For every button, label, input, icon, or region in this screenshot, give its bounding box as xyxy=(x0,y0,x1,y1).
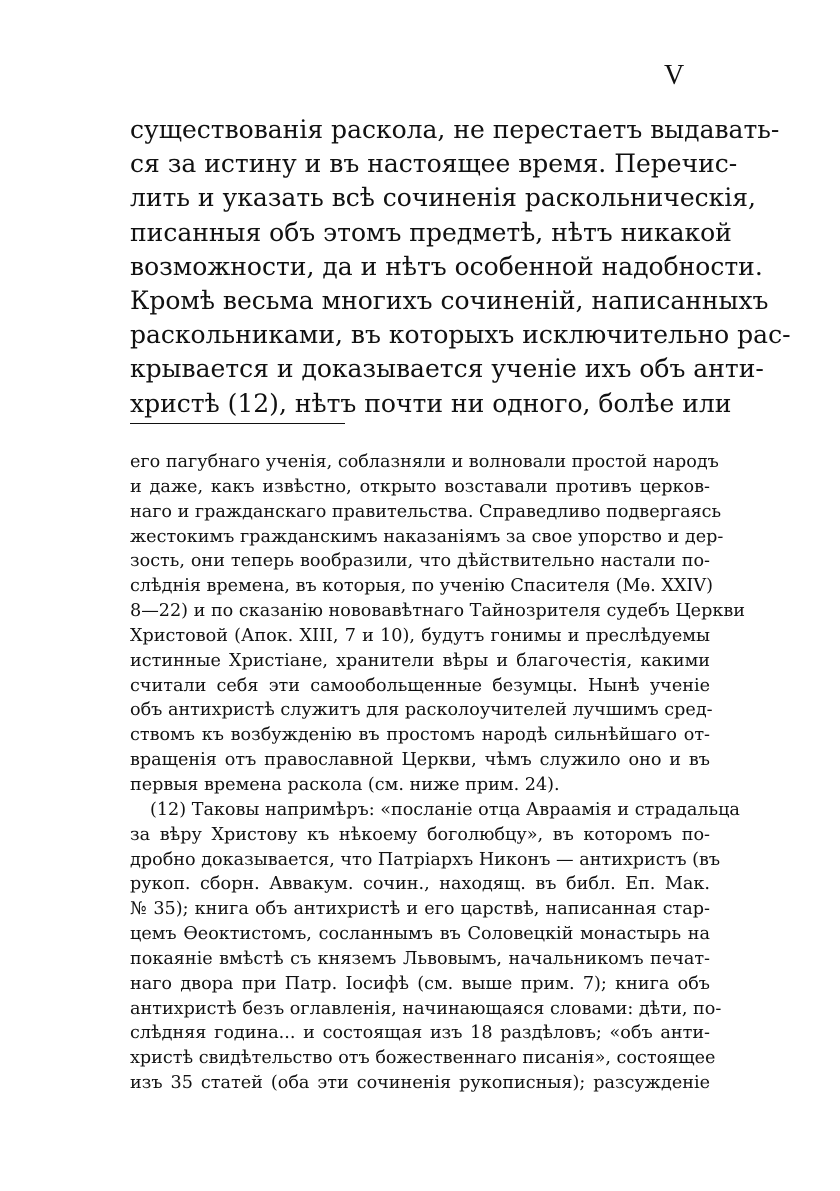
footnote-line: первыя времена раскола (см. ниже прим. 24). xyxy=(130,774,560,795)
main-text-line: лить и указать всѣ сочиненія раскольническія, xyxy=(130,183,756,213)
footnote-line: антихристѣ безъ оглавленія, начинающаяся словами: дѣти, по- xyxy=(130,998,722,1019)
footnote-line: дробно доказывается, что Патріархъ Никонъ — антихристъ (въ xyxy=(130,849,721,870)
footnote-line: покаяніе вмѣстѣ съ княземъ Львовымъ, начальникомъ печат- xyxy=(130,948,710,969)
main-text-line: Кромѣ весьма многихъ сочиненій, написанныхъ xyxy=(130,286,769,316)
footnote-line: слѣднія времена, въ которыя, по ученію Спасителя (Мѳ. XXIV) xyxy=(130,576,713,597)
footnote-line: за вѣру Христову къ нѣкоему боголюбцу», въ которомъ по- xyxy=(130,824,710,845)
page-number: V xyxy=(664,60,685,91)
main-text-block xyxy=(130,113,791,421)
footnote-line: цемъ Ѳеоктистомъ, сосланнымъ въ Соловецкій монастырь на xyxy=(130,924,710,945)
footnote-line: ствомъ къ возбужденію въ простомъ народѣ сильнѣйшаго от- xyxy=(130,725,710,746)
footnote-line: и даже, какъ извѣстно, открыто возставали противъ церков- xyxy=(130,476,710,497)
footnote-line: зость, они теперь вообразили, что дѣйствительно настали по- xyxy=(130,551,710,572)
footnote-line: его пагубнаго ученія, соблазняли и волновали простой народъ xyxy=(130,452,719,472)
footnotes-block xyxy=(130,450,745,1096)
footnote-separator xyxy=(130,423,345,424)
footnote-line: объ антихристѣ служитъ для расколоучителей лучшимъ сред- xyxy=(130,700,713,721)
footnote-line: 8—22) и по сказанію нововавѣтнаго Тайнозрителя судебъ Церкви xyxy=(130,601,745,622)
footnote-line: изъ 35 статей (оба эти сочиненія рукописныя); разсужденіе xyxy=(130,1073,710,1094)
footnote-line: жестокимъ гражданскимъ наказаніямъ за свое упорство и дер- xyxy=(130,526,724,547)
footnote-line: слѣдняя година... и состоящая изъ 18 раздѣловъ; «объ анти- xyxy=(130,1023,710,1044)
main-text-line: крывается и доказывается ученіе ихъ объ анти- xyxy=(130,354,764,384)
footnote-12 xyxy=(130,798,740,1096)
main-text-line: раскольниками, въ которыхъ исключительно рас- xyxy=(130,320,791,350)
footnote-line: Христовой (Апок. XIII, 7 и 10), будутъ гонимы и преслѣдуемы xyxy=(130,625,710,646)
main-text-line: возможности, да и нѣтъ особенной надобности. xyxy=(130,251,763,281)
footnote-line: истинные Христіане, хранители вѣры и благочестія, какими xyxy=(130,650,710,671)
main-text-line: существованія раскола, не перестаетъ выдавать- xyxy=(130,115,780,144)
main-text-line: христѣ (12), нѣтъ почти ни одного, болѣе или xyxy=(130,388,732,418)
main-text-line: ся за истину и въ настоящее время. Перечис- xyxy=(130,149,738,179)
footnote-line: считали себя эти самообольщенные безумцы. Нынѣ ученіе xyxy=(130,675,710,696)
footnote-line: христѣ свидѣтельство отъ божественнаго писанія», состоящее xyxy=(130,1048,716,1069)
footnote-line: (12) Таковы напримѣръ: «посланіе отца Авраамія и страдальца xyxy=(150,799,740,820)
footnote-line: рукоп. сборн. Аввакум. сочин., находящ. въ библ. Еп. Мак. xyxy=(130,874,710,895)
footnote-line: № 35); книга объ антихристѣ и его царствѣ, написанная стар- xyxy=(130,899,710,920)
main-text-line: писанныя объ этомъ предметѣ, нѣтъ никакой xyxy=(130,217,732,247)
footnote-line: наго двора при Патр. Іосифѣ (см. выше прим. 7); книга объ xyxy=(130,973,710,994)
footnote-continuation xyxy=(130,450,745,798)
footnote-line: вращенія отъ православной Церкви, чѣмъ служило оно и въ xyxy=(130,750,710,771)
footnote-line: наго и гражданскаго правительства. Справедливо подвергаясь xyxy=(130,501,722,522)
